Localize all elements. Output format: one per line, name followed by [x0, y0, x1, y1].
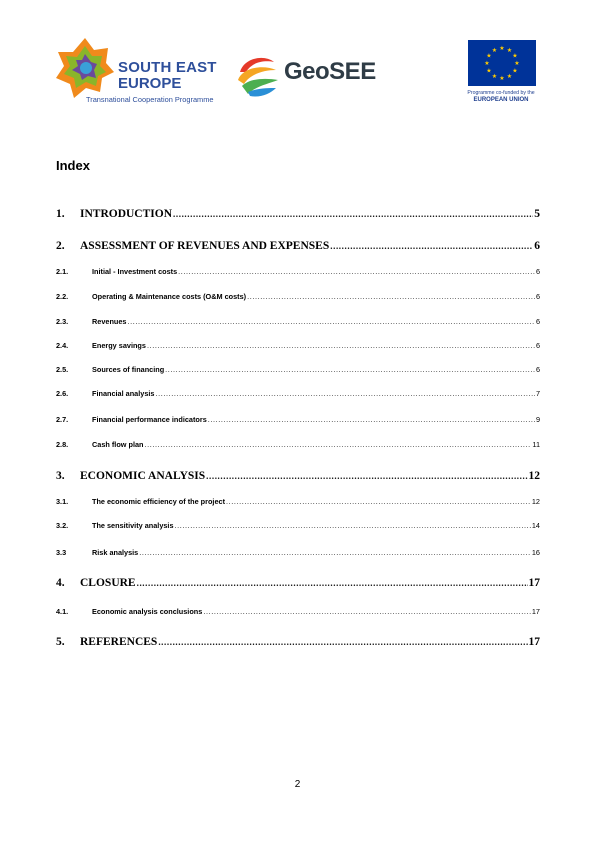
toc-entry-2-4[interactable]	[56, 341, 540, 350]
toc-entry-number: 2.7.	[56, 415, 69, 424]
toc-entry-label: Economic analysis conclusions	[92, 607, 203, 616]
toc-entry-page: 6	[535, 292, 540, 301]
svg-text:★: ★	[514, 60, 520, 67]
toc-entry-page: 17	[531, 607, 540, 616]
toc-entry-label: Cash flow plan	[92, 440, 144, 449]
toc-entry-2-7[interactable]	[56, 415, 540, 424]
toc-entry-page: 17	[528, 636, 540, 648]
toc-leader-dots	[137, 577, 528, 589]
toc-entry-assessment[interactable]	[56, 240, 540, 252]
toc-entry-2-6[interactable]	[56, 389, 540, 398]
toc-entry-number: 3.	[56, 470, 65, 482]
toc-entry-2-2[interactable]	[56, 292, 540, 301]
toc-leader-dots	[247, 292, 535, 301]
toc-entry-number: 3.1.	[56, 497, 69, 506]
toc-entry-number: 2.3.	[56, 317, 69, 326]
toc-entry-number: 5.	[56, 636, 65, 648]
toc-entry-page: 6	[534, 240, 540, 252]
toc-entry-number: 4.	[56, 577, 65, 589]
toc-leader-dots	[178, 267, 535, 276]
toc-leader-dots	[206, 470, 527, 482]
geosee-logo	[234, 52, 394, 98]
toc-entry-page: 12	[528, 470, 540, 482]
toc-entry-page: 12	[531, 497, 540, 506]
toc-leader-dots	[155, 389, 534, 398]
toc-entry-label: REFERENCES	[80, 636, 158, 648]
svg-text:★: ★	[499, 45, 505, 52]
toc-entry-introduction[interactable]	[56, 208, 540, 220]
svg-text:★: ★	[491, 73, 498, 80]
toc-entry-page: 14	[531, 521, 540, 530]
svg-text:★: ★	[484, 60, 490, 67]
toc-entry-number: 4.1.	[56, 607, 69, 616]
toc-entry-2-3[interactable]	[56, 317, 540, 326]
toc-leader-dots	[158, 636, 527, 648]
toc-entry-page: 6	[535, 267, 540, 276]
svg-text:★: ★	[486, 52, 492, 60]
page-number: 2	[294, 779, 301, 790]
toc-leader-dots	[165, 365, 535, 374]
toc-entry-page: 5	[534, 208, 540, 220]
toc-entry-label: Revenues	[92, 317, 127, 326]
geosee-logo-text: GeoSEE	[284, 58, 376, 85]
toc-entry-number: 2.4.	[56, 341, 69, 350]
svg-text:★: ★	[512, 52, 518, 60]
toc-entry-page: 6	[535, 365, 540, 374]
eu-flag-icon	[468, 40, 536, 86]
toc-entry-page: 17	[528, 577, 540, 589]
toc-entry-2-5[interactable]	[56, 365, 540, 374]
toc-entry-2-8[interactable]	[56, 440, 540, 449]
svg-text:★: ★	[506, 73, 513, 80]
toc-leader-dots	[330, 240, 533, 252]
toc-entry-label: Financial analysis	[92, 389, 155, 398]
toc-entry-number: 2.2.	[56, 292, 69, 301]
toc-entry-number: 2.	[56, 240, 65, 252]
toc-entry-3-3[interactable]	[56, 548, 540, 557]
toc-entry-number: 2.1.	[56, 267, 69, 276]
toc-entry-page: 9	[535, 415, 540, 424]
toc-leader-dots	[175, 521, 531, 530]
toc-leader-dots	[145, 440, 532, 449]
svg-text:★: ★	[499, 75, 505, 82]
index-heading: Index	[56, 158, 90, 173]
toc-leader-dots	[226, 497, 531, 506]
toc-entry-number: 3.2.	[56, 521, 69, 530]
eu-caption-line1: Programme co-funded by the	[467, 90, 535, 96]
toc-entry-4-1[interactable]	[56, 607, 540, 616]
toc-entry-label: Financial performance indicators	[92, 415, 207, 424]
toc-entry-label: Sources of financing	[92, 365, 165, 374]
toc-entry-page: 6	[535, 317, 540, 326]
see-logo-line1: SOUTH EAST	[118, 59, 217, 76]
toc-entry-label: The economic efficiency of the project	[92, 497, 225, 506]
see-logo-subtitle: Transnational Cooperation Programme	[86, 95, 214, 104]
toc-entry-economic-analysis[interactable]	[56, 470, 540, 482]
toc-entry-label: Risk analysis	[92, 548, 139, 557]
svg-text:★: ★	[486, 67, 492, 75]
toc-entry-closure[interactable]	[56, 577, 540, 589]
toc-entry-number: 2.5.	[56, 365, 69, 374]
svg-text:★: ★	[506, 47, 513, 54]
toc-entry-label: The sensitivity analysis	[92, 521, 174, 530]
toc-entry-3-2[interactable]	[56, 521, 540, 530]
eu-caption-line2: EUROPEAN UNION	[473, 97, 529, 103]
toc-leader-dots	[203, 607, 531, 616]
toc-entry-label: ASSESSMENT OF REVENUES AND EXPENSES	[80, 240, 330, 252]
geosee-swirl-icon	[234, 52, 280, 98]
toc-entry-page: 11	[532, 440, 540, 449]
see-programme-emblem-icon	[56, 38, 114, 98]
toc-entry-2-1[interactable]	[56, 267, 540, 276]
toc-entry-references[interactable]	[56, 636, 540, 648]
toc-leader-dots	[173, 208, 533, 220]
toc-entry-3-1[interactable]	[56, 497, 540, 506]
svg-text:★: ★	[512, 67, 518, 75]
toc-entry-label: INTRODUCTION	[80, 208, 173, 220]
svg-text:★: ★	[491, 47, 498, 54]
toc-entry-number: 2.6.	[56, 389, 69, 398]
toc-entry-page: 6	[535, 341, 540, 350]
toc-entry-label: Operating & Maintenance costs (O&M costs)	[92, 292, 247, 301]
eu-logo	[464, 40, 538, 106]
toc-leader-dots	[147, 341, 535, 350]
toc-leader-dots	[208, 415, 535, 424]
toc-leader-dots	[127, 317, 534, 326]
toc-entry-page: 16	[531, 548, 540, 557]
toc-entry-number: 3.3	[56, 548, 67, 557]
toc-entry-page: 7	[535, 389, 540, 398]
toc-entry-number: 2.8.	[56, 440, 69, 449]
see-logo-line2: EUROPE	[118, 75, 182, 92]
toc-leader-dots	[139, 548, 531, 557]
toc-entry-label: ECONOMIC ANALYSIS	[80, 470, 206, 482]
toc-entry-label: Energy savings	[92, 341, 146, 350]
toc-entry-label: CLOSURE	[80, 577, 136, 589]
toc-entry-number: 1.	[56, 208, 65, 220]
toc-entry-label: Initial - Investment costs	[92, 267, 178, 276]
south-east-europe-logo	[56, 38, 236, 104]
